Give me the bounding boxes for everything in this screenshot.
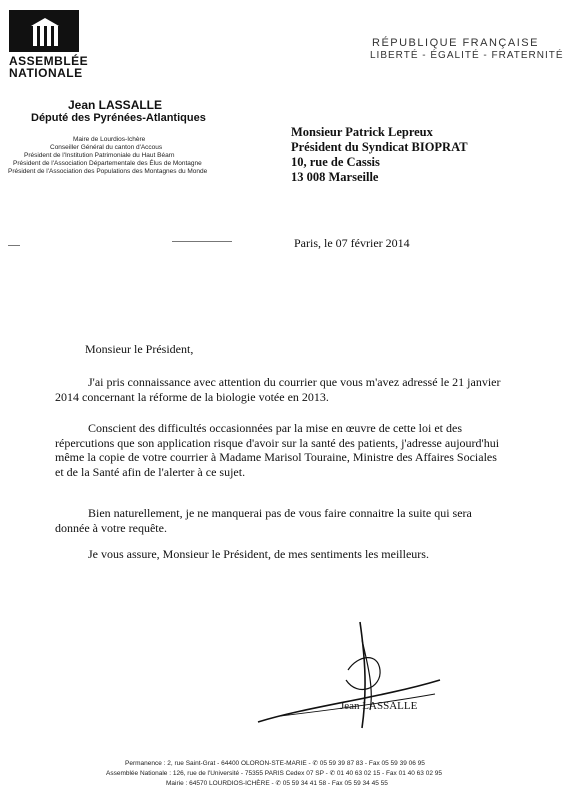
signature-name: Jean LASSALLE (340, 700, 418, 712)
body-line: Je vous assure, Monsieur le Président, de mes sentiments les meilleurs. (88, 547, 429, 561)
recipient-street: 10, rue de Cassis (291, 155, 380, 169)
date-line: Paris, le 07 février 2014 (294, 236, 410, 250)
sender-mandate: Président de l'Institution Patrimoniale du Haut Béarn (24, 152, 175, 159)
assemblee-logo-emblem (9, 10, 79, 52)
body-line: Bien naturellement, je ne manquerai pas de vous faire connaitre la suite qui sera (88, 506, 472, 520)
recipient-title: Président du Syndicat BIOPRAT (291, 140, 468, 154)
logo-text-assemblee: ASSEMBLÉE (9, 54, 89, 68)
sender-mandate: Président de l'Association des Populations des Montagnes du Monde (8, 168, 208, 175)
handwritten-signature (250, 610, 450, 735)
sender-mandate: Conseiller Général du canton d'Accous (50, 144, 163, 151)
recipient-city: 13 008 Marseille (291, 170, 379, 184)
sender-mandate: Président de l'Association Départementale des Élus de Montagne (13, 160, 202, 167)
scan-mark (172, 241, 232, 242)
sender-title: Député des Pyrénées-Atlantiques (31, 112, 206, 124)
sender-mandate: Maire de Lourdios-Ichère (73, 136, 146, 143)
body-line: 2014 concernant la réforme de la biologie votée en 2013. (55, 390, 329, 404)
republic-motto: LIBERTÉ - ÉGALITÉ - FRATERNITÉ (370, 50, 564, 61)
footer-assemblee: Assemblée Nationale : 126, rue de l'Université - 75355 PARIS Cedex 07 SP - ✆ 01 40 63 02 15 - Fax 01 40 63 02 95 (106, 770, 442, 777)
footer-mairie: Mairie : 64570 LOURDIOS-ICHÈRE - ✆ 05 59 34 41 58 - Fax 05 59 34 45 55 (166, 780, 388, 787)
republic-heading: RÉPUBLIQUE FRANÇAISE (372, 37, 539, 49)
logo-text-nationale: NATIONALE (9, 66, 83, 80)
scan-mark (8, 245, 20, 246)
body-line: J'ai pris connaissance avec attention du courrier que vous m'avez adressé le 21 janvier (88, 375, 501, 389)
body-line: Conscient des difficultés occasionnées par la mise en œuvre de cette loi et des (88, 421, 462, 435)
salutation: Monsieur le Président, (85, 342, 194, 356)
body-line: donnée à votre requête. (55, 521, 167, 535)
body-line: répercutions que son application risque d'avoir sur la santé des patients, j'adresse aujourd'hui (55, 436, 500, 450)
sender-name: Jean LASSALLE (68, 98, 163, 112)
body-line: et de la Santé afin de l'alerter à ce sujet. (55, 465, 246, 479)
footer-permanence: Permanence : 2, rue Saint-Grat - 64400 OLORON-STE-MARIE - ✆ 05 59 39 87 83 - Fax 05 59 39 06 95 (125, 760, 425, 767)
recipient-name: Monsieur Patrick Lepreux (291, 125, 433, 139)
body-line: même la copie de votre courrier à Madame Marisol Touraine, Ministre des Affaires Sociales (55, 450, 497, 464)
